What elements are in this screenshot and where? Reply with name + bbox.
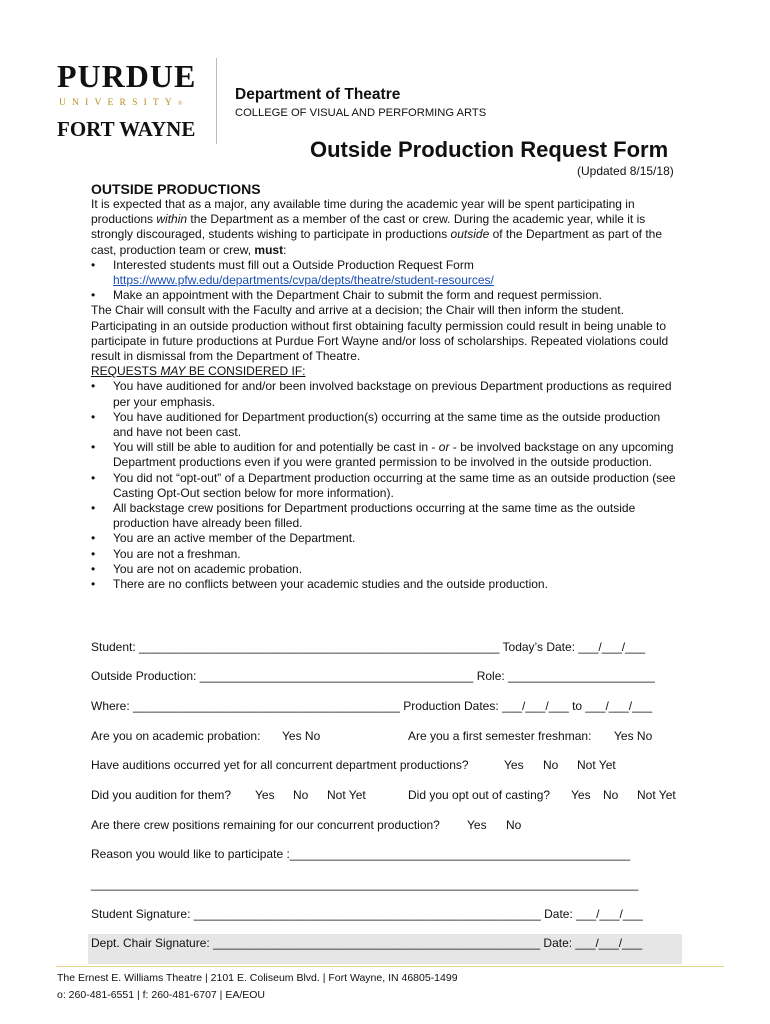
auditions-question: Have auditions occurred yet for all concurrent department productions?	[91, 758, 469, 772]
probation-options[interactable]: Yes No	[282, 729, 321, 743]
crew-no-option[interactable]: No	[506, 818, 522, 832]
footer-address: The Ernest E. Williams Theatre | 2101 E. Coliseum Blvd. | Fort Wayne, IN 46805-1499	[57, 972, 458, 984]
list-item: • You have auditioned for and/or been involved backstage on previous Department productions as required per your emphasis.	[113, 379, 681, 409]
list-item: • You did not “opt-out” of a Department production occurring at the same time as an outside production (see Casting Opt-Out section below for more information).	[113, 471, 681, 501]
freshman-options[interactable]: Yes No	[614, 729, 653, 743]
intro-paragraph: It is expected that as a major, any available time during the academic year will be spent participating in productions within the Department as a member of the cast or crew. During the academic year, while it is strongly discouraged, students wishing to participate in productions outside of the Department as part of the cast, production team or crew, must:	[91, 197, 663, 257]
must-list	[91, 258, 681, 304]
auditions-no-option[interactable]: No	[543, 758, 559, 772]
crew-question: Are there crew positions remaining for our concurrent production?	[91, 818, 440, 832]
reason-field-line[interactable]: __________________________________________________________________________________	[91, 877, 639, 891]
auditions-yes-option[interactable]: Yes	[504, 758, 524, 772]
logo-purdue: PURDUE	[57, 58, 197, 94]
outside-production-field[interactable]: Outside Production: _________________________________________ Role: ______________________	[91, 669, 655, 683]
list-item: • Make an appointment with the Department Chair to submit the form and request permission.	[113, 288, 681, 303]
list-item: • You are an active member of the Department.	[113, 531, 681, 546]
crew-yes-option[interactable]: Yes	[467, 818, 487, 832]
list-item: • You will still be able to audition for and potentially be cast in - or - be involved backstage on any upcoming Department productions even if you were granted permission to be involved in the outside production.	[113, 440, 681, 470]
student-name-field[interactable]: Student: ______________________________________________________ Today’s Date: ___/___/___	[91, 640, 646, 654]
student-signature-field[interactable]: Student Signature: ____________________________________________________ Date: ___/___/___	[91, 907, 643, 921]
chair-paragraph: The Chair will consult with the Faculty and arrive at a decision; the Chair will then inform the student. Participating in an outside production without first obtaining faculty permission could result in being unable to participate in future productions at Purdue Fort Wayne and/or loss of scholarships. Repeated violations could result in dismissal from the Department of Theatre.	[91, 303, 669, 364]
freshman-question: Are you a first semester freshman:	[408, 729, 592, 743]
policy-text	[91, 197, 681, 592]
student-resources-link[interactable]: https://www.pfw.edu/departments/cvpa/depts/theatre/student-resources/	[113, 273, 494, 288]
logo-university: UNIVERSITY®	[59, 98, 183, 108]
section-heading: OUTSIDE PRODUCTIONS	[91, 181, 261, 197]
audition-them-question: Did you audition for them?	[91, 788, 232, 802]
logo-fort-wayne: FORT WAYNE	[57, 117, 196, 141]
list-item: • You have auditioned for Department production(s) occurring at the same time as the outside production and have not been cast.	[113, 410, 681, 440]
list-item: • Interested students must fill out a Outside Production Request Form https://www.pfw.edu/departments/cvpa/depts/theatre/student-resources/	[113, 258, 681, 288]
chair-signature-field[interactable]: Dept. Chair Signature: _________________________________________________ Date: ___/___/___	[91, 936, 643, 950]
college-name: COLLEGE OF VISUAL AND PERFORMING ARTS	[235, 107, 487, 119]
audition-them-no-option[interactable]: No	[293, 788, 309, 802]
considered-heading: REQUESTS MAY BE CONSIDERED IF:	[91, 364, 306, 379]
updated-date: (Updated 8/15/18)	[577, 164, 674, 178]
footer-divider	[56, 966, 724, 967]
list-item: • You are not a freshman.	[113, 547, 681, 562]
logo-divider	[216, 58, 217, 144]
page-title: Outside Production Request Form	[310, 137, 669, 162]
probation-question: Are you on academic probation:	[91, 729, 261, 743]
where-field[interactable]: Where: ________________________________________ Production Dates: ___/___/___ to ___/___/___	[91, 699, 653, 713]
audition-them-not-yet-option[interactable]: Not Yet	[327, 788, 366, 802]
opt-out-not-yet-option[interactable]: Not Yet	[637, 788, 676, 802]
opt-out-no-option[interactable]: No	[603, 788, 619, 802]
department-name: Department of Theatre	[235, 86, 401, 103]
conditions-list	[91, 379, 681, 592]
opt-out-yes-option[interactable]: Yes	[571, 788, 591, 802]
audition-them-yes-option[interactable]: Yes	[255, 788, 275, 802]
reason-field[interactable]: Reason you would like to participate :___________________________________________________	[91, 847, 631, 861]
auditions-not-yet-option[interactable]: Not Yet	[577, 758, 616, 772]
list-item: • You are not on academic probation.	[113, 562, 681, 577]
footer-contact: o: 260-481-6551 | f: 260-481-6707 | EA/EOU	[57, 989, 266, 1001]
opt-out-question: Did you opt out of casting?	[408, 788, 551, 802]
list-item: • All backstage crew positions for Department productions occurring at the same time as the outside production have already been filled.	[113, 501, 681, 531]
list-item: • There are no conflicts between your academic studies and the outside production.	[113, 577, 681, 592]
